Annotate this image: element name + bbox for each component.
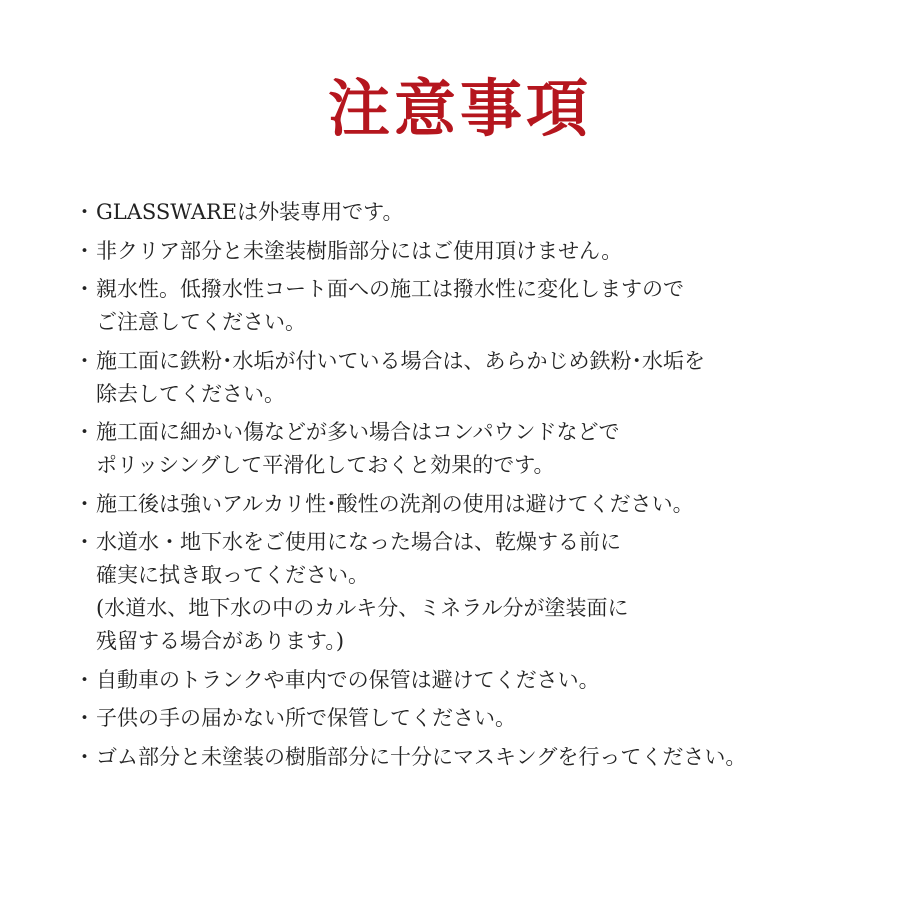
note-text: 子供の手の届かない所で保管してください。: [96, 706, 516, 730]
list-item: [68, 235, 888, 268]
bullet-mark: ・: [74, 530, 95, 554]
caution-list: [68, 196, 888, 779]
list-item: [68, 416, 888, 482]
note-text: ご注意してください。: [96, 310, 306, 334]
list-item: [68, 526, 888, 658]
note-text: 親水性。低撥水性コート面への施工は撥水性に変化しますので: [96, 277, 684, 301]
list-item: [68, 196, 888, 229]
note-text: 残留する場合があります。): [96, 629, 345, 653]
list-item: [68, 741, 888, 774]
note-text: 施工面に細かい傷などが多い場合はコンパウンドなどで: [96, 420, 620, 444]
note-text: (水道水、地下水の中のカルキ分、ミネラル分が塗装面に: [96, 596, 629, 620]
bullet-mark: ・: [74, 348, 95, 373]
note-text: 水道水・地下水をご使用になった場合は、乾燥する前に: [96, 530, 621, 554]
bullet-mark: ・: [74, 200, 95, 224]
list-item: [68, 345, 888, 411]
bullet-mark: ・: [74, 277, 95, 301]
note-text: 施工後は強いアルカリ性･酸性の洗剤の使用は避けてください。: [96, 491, 694, 516]
bullet-mark: ・: [74, 491, 95, 516]
note-text: GLASSWAREは外装専用です。: [96, 200, 404, 224]
bullet-mark: ・: [74, 744, 95, 769]
note-text: 除去してください。: [96, 381, 285, 406]
bullet-mark: ・: [74, 238, 95, 263]
note-text: 確実に拭き取ってください。: [96, 563, 369, 587]
bullet-mark: ・: [74, 420, 95, 444]
bullet-mark: ・: [74, 706, 95, 730]
note-text: ゴム部分と未塗装の樹脂部分に十分にマスキングを行ってください。: [96, 744, 747, 769]
list-item: [68, 273, 888, 339]
list-item: [68, 702, 888, 735]
list-item: [68, 488, 888, 521]
list-item: [68, 664, 888, 697]
note-text: 非クリア部分と未塗装樹脂部分にはご使用頂けません。: [96, 238, 623, 263]
note-text: 施工面に鉄粉･水垢が付いている場合は、あらかじめ鉄粉･水垢を: [96, 348, 705, 373]
note-text: ポリッシングして平滑化しておくと効果的です。: [96, 453, 555, 477]
page-title: 注意事項: [327, 72, 592, 145]
bullet-mark: ・: [74, 667, 95, 692]
note-text: 自動車のトランクや車内での保管は避けてください。: [96, 667, 600, 692]
